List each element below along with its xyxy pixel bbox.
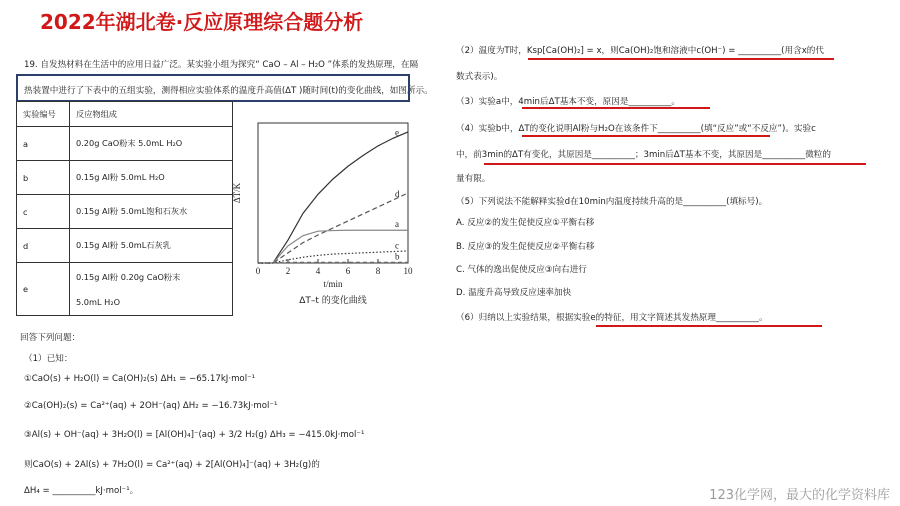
q1-label: （1）已知： [24, 354, 73, 364]
q6: （6）归纳以上实验结果，根据实验e的特征，用文字简述其发热原理__________。 [456, 313, 768, 323]
table-cell-line: 5.0mL H₂O [76, 296, 121, 307]
watermark: 123化学网，最大的化学资料库 [709, 488, 890, 503]
table-cell-id: e [17, 263, 70, 316]
q3: （3）实验a中，4min后ΔT基本不变，原因是__________。 [456, 97, 681, 107]
x-tick-label: 0 [255, 266, 261, 276]
q4-line3: 量有限。 [456, 174, 491, 184]
series-line-c [258, 251, 408, 263]
series-label-e: e [395, 127, 399, 138]
page-title: 2022年湖北卷·反应原理综合题分析 [40, 10, 364, 34]
equation-1: ①CaO(s) + H₂O(l) = Ca(OH)₂(s) ΔH₁ = −65.17kJ·mol⁻¹ [24, 374, 256, 384]
red-underline [596, 325, 822, 327]
table-cell-id: b [17, 161, 70, 195]
table-cell-composition: 0.15g Al粉 5.0mL H₂O [70, 161, 233, 195]
table-cell-id: a [17, 127, 70, 161]
q4-line2: 中，前3min的ΔT有变化，其原因是__________；3min后ΔT基本不变，其原因是__________微粒的 [456, 150, 831, 160]
question-intro-line1: 19. 自发热材料在生活中的应用日益广泛。某实验小组为探究“ CaO – Al – H₂O ”体系的发热原理，在隔 [24, 60, 419, 70]
question-intro-line2: 热装置中进行了下表中的五组实验，测得相应实验体系的温度升高值(ΔT )随时间(t)的变化曲线，如图所示。 [24, 86, 433, 96]
x-tick-label: 8 [375, 266, 381, 276]
table-cell-composition [70, 263, 233, 316]
equation-4: 则CaO(s) + 2Al(s) + 7H₂O(l) = Ca²⁺(aq) + 2[Al(OH)₄]⁻(aq) + 3H₂(g)的 [24, 460, 320, 470]
equation-3: ③Al(s) + OH⁻(aq) + 3H₂O(l) = [Al(OH)₄]⁻(aq) + 3/2 H₂(g) ΔH₃ = −415.0kJ·mol⁻¹ [24, 430, 365, 440]
x-tick-label: 10 [403, 266, 413, 276]
highlight-box [16, 74, 410, 102]
equation-5: ΔH₄ = __________kJ·mol⁻¹。 [24, 486, 139, 496]
q2-line2: 数式表示)。 [456, 72, 503, 82]
table-cell-composition: 0.20g CaO粉末 5.0mL H₂O [70, 127, 233, 161]
answer-label: 回答下列问题： [20, 333, 81, 343]
series-line-a [258, 230, 408, 263]
red-underline [522, 107, 710, 109]
x-axis-label: t/min [323, 279, 343, 289]
equation-2: ②Ca(OH)₂(s) = Ca²⁺(aq) + 2OH⁻(aq) ΔH₂ = −16.73kJ·mol⁻¹ [24, 401, 278, 411]
table-header-composition: 反应物组成 [70, 102, 233, 127]
table-cell-composition: 0.15g Al粉 5.0mL饱和石灰水 [70, 195, 233, 229]
experiment-table [16, 101, 233, 316]
table-row [17, 127, 233, 161]
q4-line1: （4）实验b中，ΔT的变化说明Al粉与H₂O在该条件下__________(填“反应”或“不反应”)。实验c [456, 124, 816, 134]
option-b: B. 反应③的发生促使反应②平衡右移 [456, 242, 595, 252]
plot-frame [258, 123, 408, 263]
table-row [17, 229, 233, 263]
table-header-id: 实验编号 [17, 102, 70, 127]
table-cell-id: c [17, 195, 70, 229]
q2-line1: （2）温度为T时，Ksp[Ca(OH)₂] = x，则Ca(OH)₂饱和溶液中c(OH⁻) = __________(用含x的代 [456, 46, 824, 56]
x-tick-label: 6 [345, 266, 351, 276]
chart-title: ΔT–t 的变化曲线 [299, 296, 367, 306]
red-underline [484, 163, 866, 165]
series-label-a: a [395, 219, 399, 230]
option-d: D. 温度升高导致反应速率加快 [456, 288, 572, 298]
series-label-d: d [395, 189, 400, 199]
red-underline [528, 58, 834, 60]
series-label-c: c [395, 240, 399, 251]
table-row [17, 263, 233, 316]
table-header-row [17, 102, 233, 127]
red-underline [522, 135, 770, 137]
y-axis-label: ΔT/K [232, 182, 242, 204]
table-cell-id: d [17, 229, 70, 263]
series-line-e [258, 132, 408, 263]
x-tick-label: 4 [315, 266, 321, 276]
option-a: A. 反应②的发生促使反应①平衡右移 [456, 218, 595, 228]
table-row [17, 195, 233, 229]
table-row [17, 161, 233, 195]
q5: （5）下列说法不能解释实验d在10min内温度持续升高的是__________(填标号)。 [456, 197, 768, 207]
series-label-b: b [395, 251, 400, 262]
table-cell-line: 0.15g Al粉 0.20g CaO粉末 [76, 271, 181, 282]
delta-t-chart [228, 115, 418, 315]
table-cell-composition: 0.15g Al粉 5.0mL石灰乳 [70, 229, 233, 263]
x-tick-label: 2 [285, 266, 291, 276]
option-c: C. 气体的逸出促使反应③向右进行 [456, 265, 587, 275]
